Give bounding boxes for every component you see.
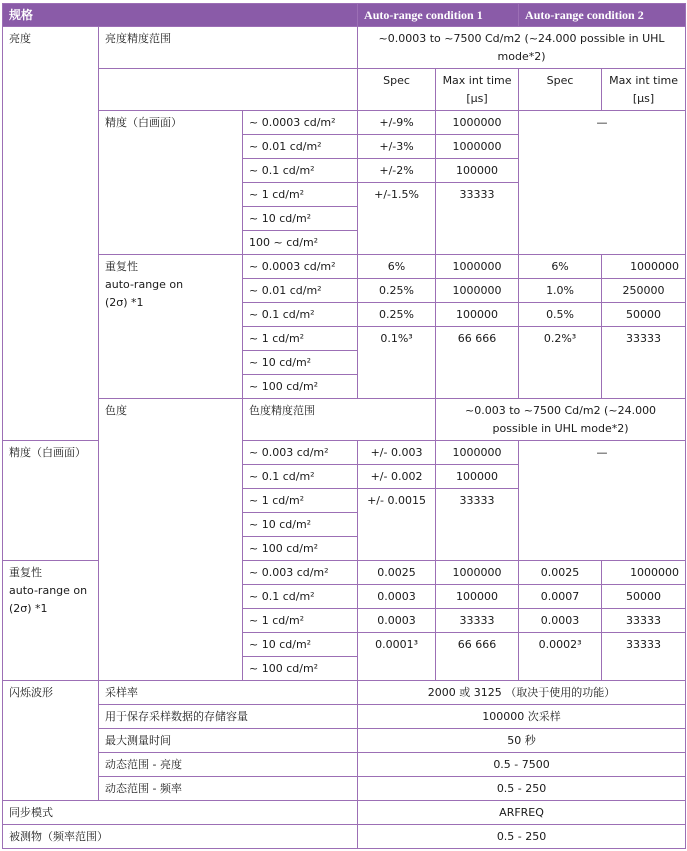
lum-rep-max2: 250000 [602,279,686,303]
lum-acc-level: 100 ~ cd/m² [243,231,358,255]
col-rep-spec2: 0.0007 [519,585,602,609]
col-acc-level: ~ 10 cd/m² [243,513,358,537]
header-row [3,4,686,27]
dut-value: 0.5 - 250 [358,825,686,849]
col-rep-level: ~ 10 cd/m² [243,633,358,657]
col-acc-level: ~ 0.1 cd/m² [243,465,358,489]
col-acc-label: 精度（白画面） [3,441,99,561]
col-rep-spec2: 0.0025 [519,561,602,585]
lum-rep-max1: 66 666 [436,327,519,399]
col-acc-level: ~ 0.003 cd/m² [243,441,358,465]
lum-rep-spec1: 6% [358,255,436,279]
rep-label-line: 重复性 [105,260,138,273]
flicker-category: 闪烁波形 [3,681,99,801]
flicker-label: 动态范围 - 频率 [99,777,358,801]
lum-rep-label [99,255,243,399]
lum-acc-spec1: +/-3% [358,135,436,159]
col-acc-spec1: +/- 0.003 [358,441,436,465]
col-rep-max2: 33333 [602,633,686,681]
col-acc-level: ~ 100 cd/m² [243,537,358,561]
spec-table [2,3,686,849]
lum-rep-level: ~ 0.01 cd/m² [243,279,358,303]
flicker-row [3,705,686,729]
flicker-row [3,753,686,777]
flicker-label: 用于保存采样数据的存储容量 [99,705,358,729]
col-rep-spec1: 0.0025 [358,561,436,585]
col-category: 色度 [99,399,243,681]
lum-acc-row [3,111,686,135]
rep-label-line: auto-range on [9,584,88,597]
col-rep-spec1: 0.0001³ [358,633,436,681]
lum-rep-level: ~ 1 cd/m² [243,327,358,351]
lum-rep-spec2: 0.5% [519,303,602,327]
lum-range-label: 亮度精度范围 [99,27,358,69]
col-rep-max2: 50000 [602,585,686,609]
col-acc-spec1: +/- 0.0015 [358,489,436,561]
lum-acc-label: 精度（白画面） [99,111,243,255]
lum-rep-level: ~ 10 cd/m² [243,351,358,375]
col-rep-level: ~ 100 cd/m² [243,657,358,681]
col-rep-spec2: 0.0002³ [519,633,602,681]
lum-acc-spec1: +/-1.5% [358,183,436,255]
col-rep-max2: 33333 [602,609,686,633]
col-rep-level: ~ 0.003 cd/m² [243,561,358,585]
lum-rep-max2: 50000 [602,303,686,327]
lum-acc-spec1: +/-2% [358,159,436,183]
lum-rep-spec2: 0.2%³ [519,327,602,399]
lum-subheader-row [3,69,686,111]
flicker-label: 动态范围 - 亮度 [99,753,358,777]
lum-rep-spec1: 0.25% [358,279,436,303]
lum-category: 亮度 [3,27,99,441]
col-rep-max1: 33333 [436,609,519,633]
lum-acc-max1: 100000 [436,159,519,183]
lum-rep-max1: 1000000 [436,279,519,303]
lum-acc-max1: 1000000 [436,135,519,159]
col-rep-max1: 100000 [436,585,519,609]
rep-label-line: auto-range on [105,278,184,291]
flicker-value: 2000 或 3125 （取决于使用的功能） [358,681,686,705]
dut-label: 被测物（频率范围） [3,825,358,849]
lum-acc-level: ~ 0.0003 cd/m² [243,111,358,135]
flicker-row [3,681,686,705]
flicker-label: 最大测量时间 [99,729,358,753]
flicker-value: 100000 次采样 [358,705,686,729]
header-cond1: Auto-range condition 1 [358,4,519,27]
header-spec: 规格 [3,4,358,27]
lum-acc-level: ~ 10 cd/m² [243,207,358,231]
lum-rep-spec1: 0.1%³ [358,327,436,399]
lum-acc-level: ~ 1 cd/m² [243,183,358,207]
rep-label-line: (2σ) *1 [105,296,144,309]
lum-rep-spec2: 6% [519,255,602,279]
col-rep-spec2: 0.0003 [519,609,602,633]
rep-label-line: 重复性 [9,566,42,579]
lum-range-value: ~0.0003 to ~7500 Cd/m2 (~24.000 possible in UHL mode*2) [358,27,686,69]
lum-subheader-blank [99,69,358,111]
lum-range-row [3,27,686,69]
flicker-row [3,777,686,801]
lum-rep-spec1: 0.25% [358,303,436,327]
sync-value: ARFREQ [358,801,686,825]
col-acc-spec1: +/- 0.002 [358,465,436,489]
col-rep-spec1: 0.0003 [358,585,436,609]
lum-sub-spec2: Spec [519,69,602,111]
col-acc-max1: 100000 [436,465,519,489]
col-rep-level: ~ 1 cd/m² [243,609,358,633]
col-rep-level: ~ 0.1 cd/m² [243,585,358,609]
rep-label-line: (2σ) *1 [9,602,48,615]
header-cond2: Auto-range condition 2 [519,4,686,27]
lum-rep-level: ~ 100 cd/m² [243,375,358,399]
lum-sub-maxint1: Max int time [µs] [436,69,519,111]
col-acc-max1: 1000000 [436,441,519,465]
dut-row [3,825,686,849]
lum-sub-maxint2: Max int time [µs] [602,69,686,111]
col-rep-max1: 1000000 [436,561,519,585]
flicker-value: 0.5 - 250 [358,777,686,801]
lum-acc-level: ~ 0.1 cd/m² [243,159,358,183]
flicker-row [3,729,686,753]
sync-row [3,801,686,825]
col-range-label: 色度精度范围 [243,399,436,441]
lum-acc-cond2-dash: — [519,111,686,255]
col-rep-max1: 66 666 [436,633,519,681]
lum-rep-max2: 1000000 [602,255,686,279]
col-acc-level: ~ 1 cd/m² [243,489,358,513]
lum-rep-max1: 1000000 [436,255,519,279]
lum-sub-spec1: Spec [358,69,436,111]
col-rep-label [3,561,99,681]
lum-rep-level: ~ 0.0003 cd/m² [243,255,358,279]
col-rep-spec1: 0.0003 [358,609,436,633]
flicker-value: 0.5 - 7500 [358,753,686,777]
lum-rep-row [3,255,686,279]
lum-rep-max1: 100000 [436,303,519,327]
col-range-value: ~0.003 to ~7500 Cd/m2 (~24.000 possible in UHL mode*2) [436,399,686,441]
flicker-value: 50 秒 [358,729,686,753]
col-rep-max2: 1000000 [602,561,686,585]
lum-acc-max1: 33333 [436,183,519,255]
lum-rep-spec2: 1.0% [519,279,602,303]
lum-rep-max2: 33333 [602,327,686,399]
col-acc-cond2-dash: — [519,441,686,561]
lum-rep-level: ~ 0.1 cd/m² [243,303,358,327]
flicker-label: 采样率 [99,681,358,705]
col-range-row [3,399,686,441]
col-acc-max1: 33333 [436,489,519,561]
lum-acc-max1: 1000000 [436,111,519,135]
sync-label: 同步模式 [3,801,358,825]
lum-acc-level: ~ 0.01 cd/m² [243,135,358,159]
lum-acc-spec1: +/-9% [358,111,436,135]
